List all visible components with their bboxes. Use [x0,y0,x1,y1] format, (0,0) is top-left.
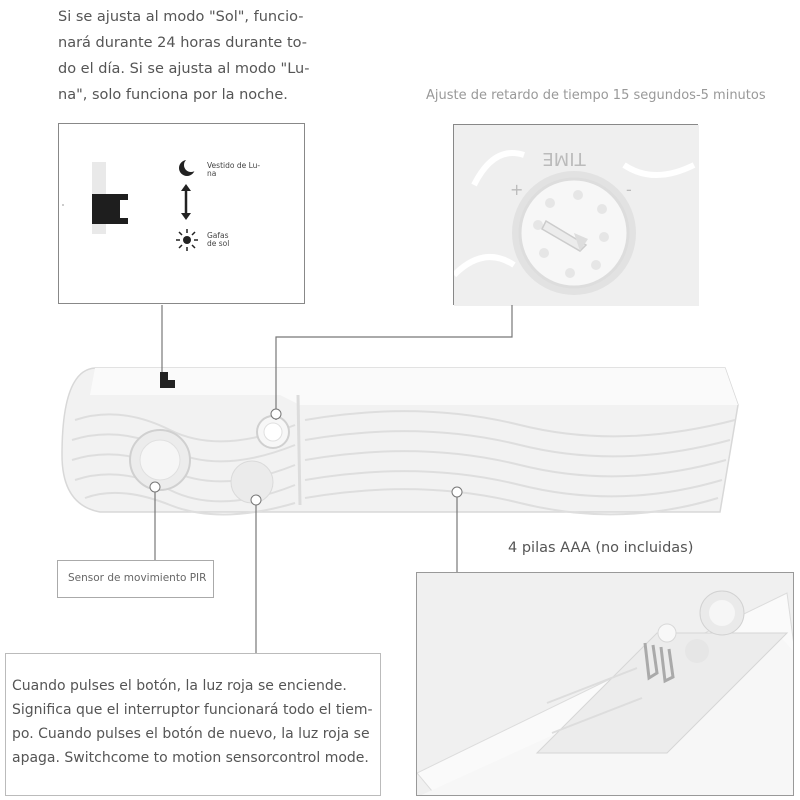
svg-text:-: - [626,180,632,199]
button-description-line-3: po. Cuando pulses el botón de nuevo, la luz roja se [12,726,370,742]
battery-detail-panel [416,572,794,796]
sun-label-line-2: de sol [207,239,230,248]
sun-icon [175,228,199,256]
delay-label: Ajuste de retardo de tiempo 15 segundos-5 minutos [426,88,766,103]
sun-label [207,232,229,248]
mode-description-line-4: na", solo funciona por la noche. [58,87,288,103]
moon-label-line-2: na [207,169,217,178]
button-callout [5,653,381,796]
svg-text:+: + [510,180,524,199]
time-dial-panel [453,124,698,305]
button-description-line-2: Significa que el interruptor funcionará todo el tiem- [12,702,373,718]
pir-sensor-label: Sensor de movimiento PIR [68,572,207,584]
button-description-line-4: apaga. Switchcome to motion sensorcontrol mode. [12,750,369,766]
button-description [12,674,377,770]
button-description-line-1: Cuando pulses el botón, la luz roja se enciende. [12,678,347,694]
mode-description-line-1: Si se ajusta al modo "Sol", funcio- [58,9,304,25]
mode-description-line-2: nará durante 24 horas durante to- [58,35,308,51]
mode-description-line-3: do el día. Si se ajusta al modo "Lu- [58,61,310,77]
mode-description [58,4,318,108]
battery-compartment-illustration [417,573,794,796]
moon-label-line-1: Vestido de Lu- [207,161,261,170]
dial-time-text: TIME [542,148,586,169]
time-dial-illustration [454,125,699,306]
pir-sensor-callout [57,560,214,598]
battery-label: 4 pilas AAA (no incluidas) [508,540,694,556]
up-down-arrow-icon [179,184,193,224]
switch-detail-panel [58,123,305,304]
moon-icon [177,158,197,182]
sun-label-line-1: Gafas [207,231,229,240]
moon-label [207,162,260,178]
